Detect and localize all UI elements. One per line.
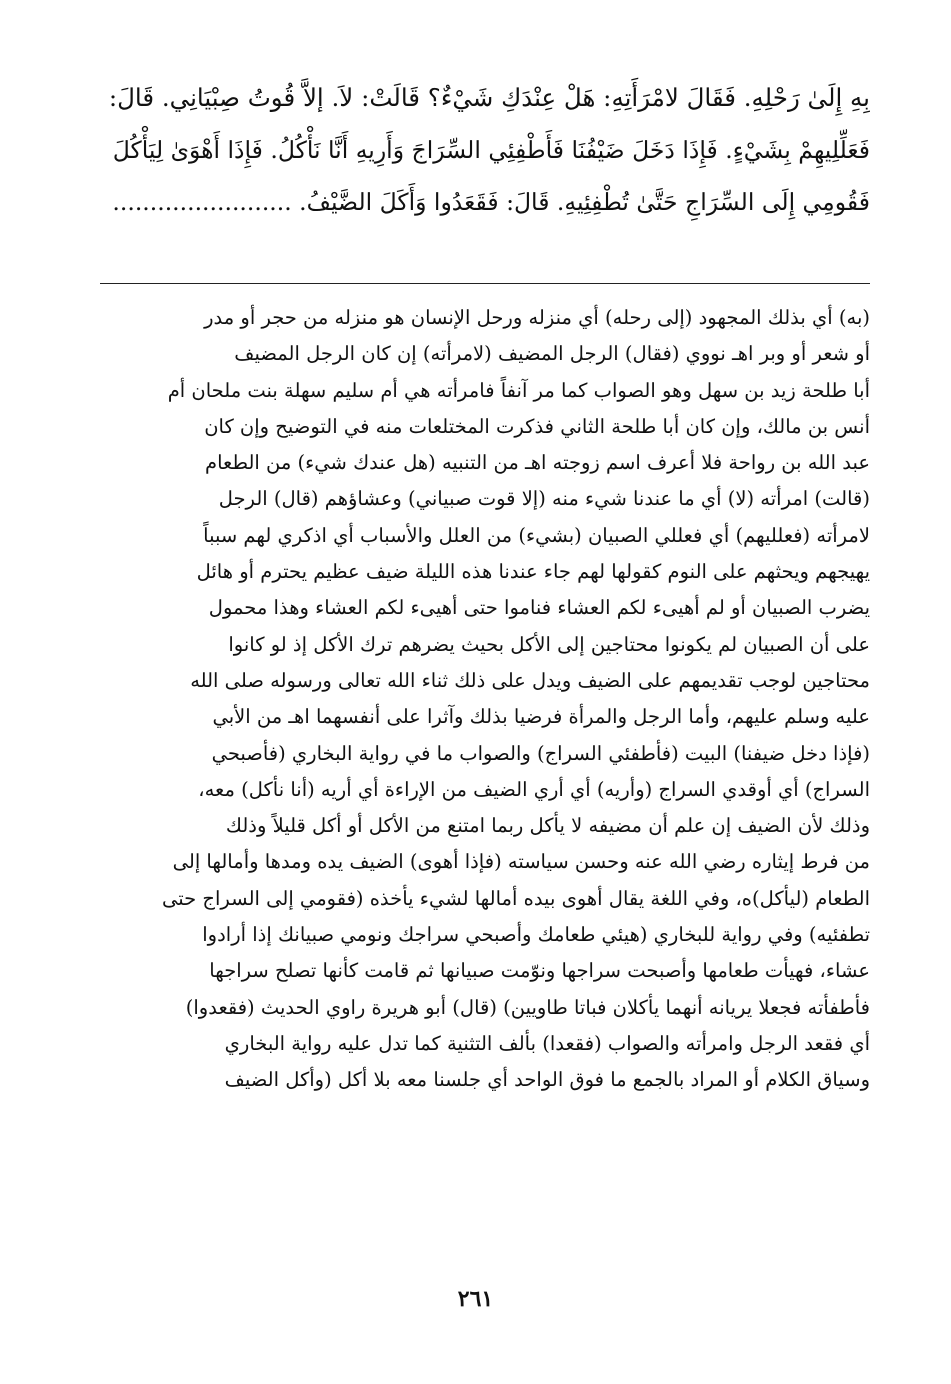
hadith-line-3: فَقُومِي إِلَى السِّرَاجِ حَتَّىٰ تُطْفِئِيهِ. قَالَ: فَقَعَدُوا وَأَكَلَ الضَّيْفُ. ........................ [112, 188, 870, 216]
commentary-line: أو شعر أو وبر اهـ نووي (فقال) الرجل المضيف (لامرأته) إن كان الرجل المضيف [234, 342, 870, 366]
commentary-line: أبا طلحة زيد بن سهل وهو الصواب كما مر آنفاً فامرأته هي أم سليم سهلة بنت ملحان أم [167, 378, 870, 402]
commentary-text [100, 300, 870, 1099]
commentary-line: عليه وسلم عليهم، وأما الرجل والمرأة فرضيا بذلك وآثرا على أنفسهما اهـ من الأبي [212, 705, 870, 729]
commentary-line: فأطفأته فجعلا يريانه أنهما يأكلان فباتا طاويين) (قال) أبو هريرة راوي الحديث (فقعدوا) [185, 995, 870, 1019]
separator-line [100, 283, 870, 284]
commentary-line: وسياق الكلام أو المراد بالجمع ما فوق الواحد أي جلسنا معه بلا أكل (وأكل الضيف [224, 1068, 870, 1092]
commentary-line: عشاء، فهيأت طعامها وأصبحت سراجها ونوّمت صبيانها ثم قامت كأنها تصلح سراجها [209, 959, 870, 983]
commentary-line: يضرب الصبيان أو لم أهيىء لكم العشاء فناموا حتى أهيىء لكم العشاء وهذا محمول [208, 596, 870, 620]
commentary-line: السراج) أي أوقدي السراج (وأريه) أي أري الضيف من الإراءة أي أريه (أنا نأكل) معه، [198, 777, 870, 801]
commentary-line: أي فقعد الرجل وامرأته والصواب (فقعدا) بألف التثنية كما تدل عليه رواية البخاري [224, 1031, 870, 1055]
commentary-line: يهيجهم ويحثهم على النوم كقولها لهم جاء عندنا هذه الليلة ضيف عظيم يحترم أو هائل [196, 560, 870, 584]
page-number: ٢٦١ [457, 1286, 494, 1312]
commentary-line: لامرأته (فعلليهم) أي فعللي الصبيان (بشيء) من العلل والأسباب أي اذكري لهم سبباً [203, 523, 870, 547]
commentary-line: (به) أي بذلك المجهود (إلى رحله) أي منزله ورحل الإنسان هو منزله من حجر أو مدر [204, 306, 870, 329]
hadith-line-2: فَعَلِّلِيهِمْ بِشَيْءٍ. فَإِذَا دَخَلَ ضَيْفُنَا فَأَطْفِئِي السِّرَاجَ وَأَرِيهِ أَنَّا نَأْكُلُ. فَإِذَا أَهْوَىٰ لِيَأْكُلَ [112, 136, 870, 164]
commentary-line: أنس بن مالك، وإن كان أبا طلحة الثاني فذكرت المختلعات منه في التوضيح وإن كان [204, 414, 870, 438]
commentary-line: تطفئيه) وفي رواية للبخاري (هيئي طعامك وأصبحي سراجك ونومي صبيانك إذا أرادوا [202, 923, 870, 947]
commentary-line: الطعام (ليأكل)ه، وفي اللغة يقال أهوى بيده أمالها لشيء يأخذه (فقومي إلى السراج حتى [162, 886, 870, 910]
commentary-line: (قالت) امرأته (لا) أي ما عندنا شيء منه (إلا قوت صبياني) وعشاؤهم (قال) الرجل [218, 487, 870, 511]
commentary-line: (فإذا دخل ضيفنا) البيت (فأطفئي السراج) والصواب ما في رواية البخاري (فأصبحي [211, 741, 870, 765]
commentary-line: وذلك لأن الضيف إن علم أن مضيفه لا يأكل ربما امتنع من الأكل أو أكل قليلاً وذلك [225, 814, 870, 838]
hadith-line-1: بِهِ إِلَىٰ رَحْلِهِ. فَقَالَ لامْرَأَتِهِ: هَلْ عِنْدَكِ شَيْءٌ؟ قَالَتْ: لاَ. إلاَّ قُوتُ صِبْيَانِي. قَالَ: [108, 83, 870, 112]
commentary-line: من فرط إيثاره رضي الله عنه وحسن سياسته (فإذا أهوى) الضيف يده ومدها وأمالها إلى [172, 850, 870, 874]
commentary-line: محتاجين لوجب تقديمهم على الضيف ويدل على ذلك ثناء الله تعالى ورسوله صلى الله [190, 668, 870, 692]
hadith-text [100, 72, 870, 228]
commentary-line: عبد الله بن رواحة فلا أعرف اسم زوجته اهـ من التنبيه (هل عندك شيء) من الطعام [205, 451, 870, 475]
commentary-line: على أن الصبيان لم يكونوا محتاجين إلى الأكل بحيث يضرهم ترك الأكل إذ لو كانوا [228, 632, 870, 656]
